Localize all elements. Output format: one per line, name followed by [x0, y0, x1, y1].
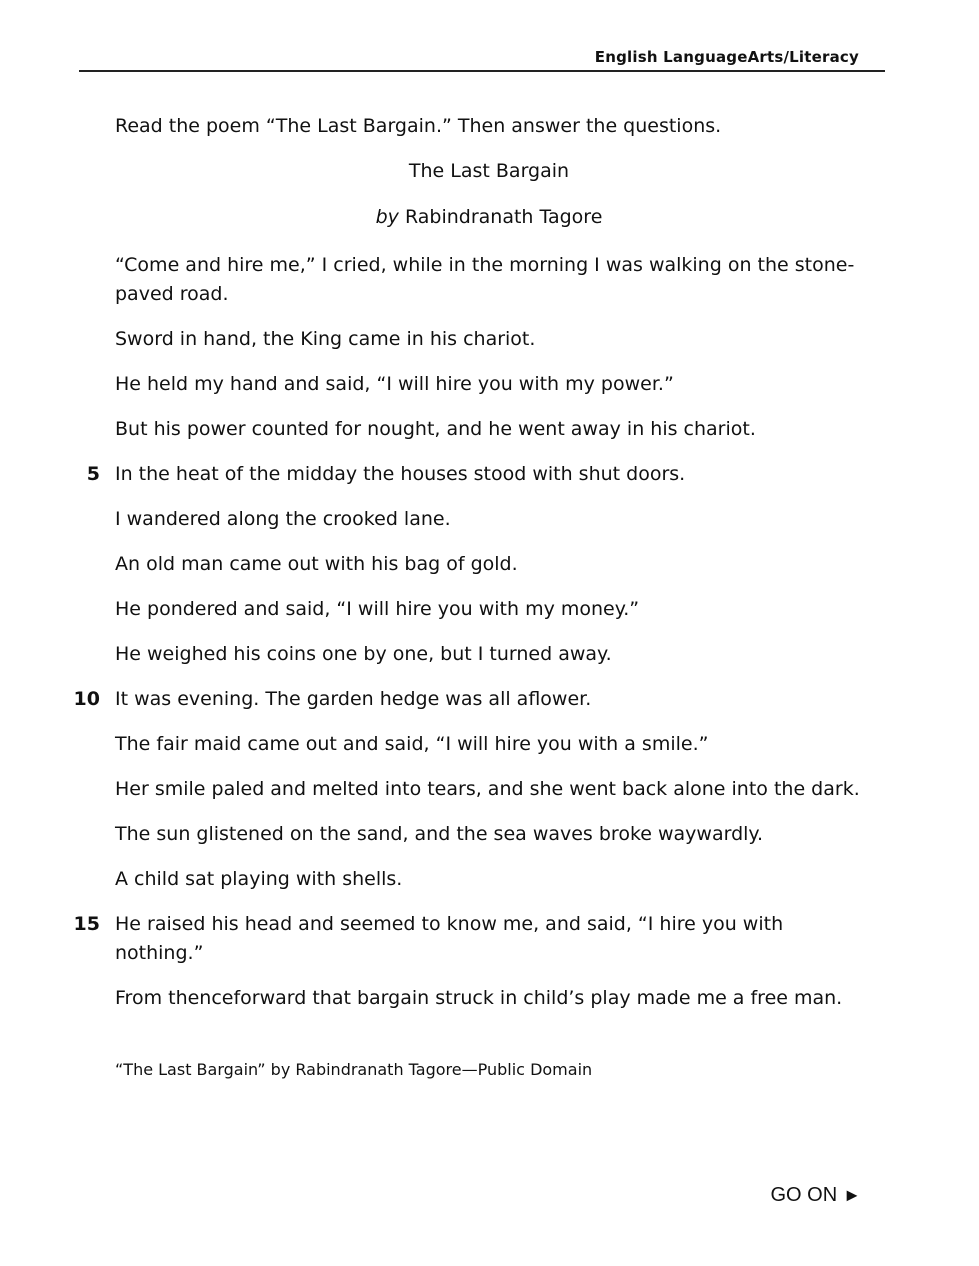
- poem-line-text: It was evening. The garden hedge was all aflower.: [115, 688, 592, 710]
- poem-line: [115, 251, 863, 309]
- poem-line: [86, 460, 863, 489]
- poem-line: [115, 595, 863, 624]
- poem-line-text: A child sat playing with shells.: [115, 868, 403, 890]
- poem-line-text: He raised his head and seemed to know me, and said, “I hire you with nothing.”: [115, 913, 784, 964]
- go-on-label: GO ON: [770, 1184, 838, 1206]
- poem-line: [73, 685, 863, 714]
- source-credit: “The Last Bargain” by Rabindranath Tagore—Public Domain: [115, 1060, 593, 1079]
- poem-line: [115, 325, 863, 354]
- line-number: 10: [73, 688, 100, 710]
- poem-line: [115, 820, 863, 849]
- poem-line-text: “Come and hire me,” I cried, while in the morning I was walking on the stone-paved road.: [115, 254, 855, 305]
- poem-line: [115, 730, 863, 759]
- poem-byline: [115, 206, 863, 228]
- poem-title: The Last Bargain: [408, 160, 570, 182]
- header-divider: [79, 70, 885, 72]
- right-arrow-icon: ►: [843, 1185, 861, 1205]
- poem-line-text: The sun glistened on the sand, and the sea waves broke waywardly.: [115, 823, 764, 845]
- poem-line: [115, 775, 863, 804]
- poem-line-text: He weighed his coins one by one, but I turned away.: [115, 643, 612, 665]
- poem-line-text: I wandered along the crooked lane.: [115, 508, 451, 530]
- poem-line-text: From thenceforward that bargain struck in child’s play made me a free man.: [115, 987, 843, 1009]
- poem-line: [115, 415, 863, 444]
- poem-line-text: He held my hand and said, “I will hire you with my power.”: [115, 373, 674, 395]
- poem-line-text: He pondered and said, “I will hire you with my money.”: [115, 598, 640, 620]
- poem-line: [73, 910, 863, 968]
- poem-line: [115, 550, 863, 579]
- poem-line-text: Sword in hand, the King came in his chariot.: [115, 328, 536, 350]
- poem-line: [115, 505, 863, 534]
- poem-line: [115, 370, 863, 399]
- poem-line: [115, 865, 863, 894]
- byline-by: by: [375, 206, 399, 228]
- poem-line-text: Her smile paled and melted into tears, and she went back alone into the dark.: [115, 778, 860, 800]
- poem-lines: [73, 251, 863, 1029]
- instructions-text: Read the poem “The Last Bargain.” Then answer the questions.: [115, 115, 722, 137]
- poem-line-text: The fair maid came out and said, “I will hire you with a smile.”: [115, 733, 709, 755]
- poem-line-text: In the heat of the midday the houses stood with shut doors.: [115, 463, 686, 485]
- line-number: 15: [73, 913, 100, 935]
- line-number: 5: [86, 463, 100, 485]
- go-on-indicator: [771, 1184, 862, 1207]
- poem-line: [115, 640, 863, 669]
- poem-line-text: But his power counted for nought, and he went away in his chariot.: [115, 418, 756, 440]
- poem-line: [115, 984, 863, 1013]
- poem-author: Rabindranath Tagore: [404, 206, 603, 228]
- header-subject-title: English LanguageArts/Literacy: [594, 48, 859, 66]
- poem-line-text: An old man came out with his bag of gold.: [115, 553, 518, 575]
